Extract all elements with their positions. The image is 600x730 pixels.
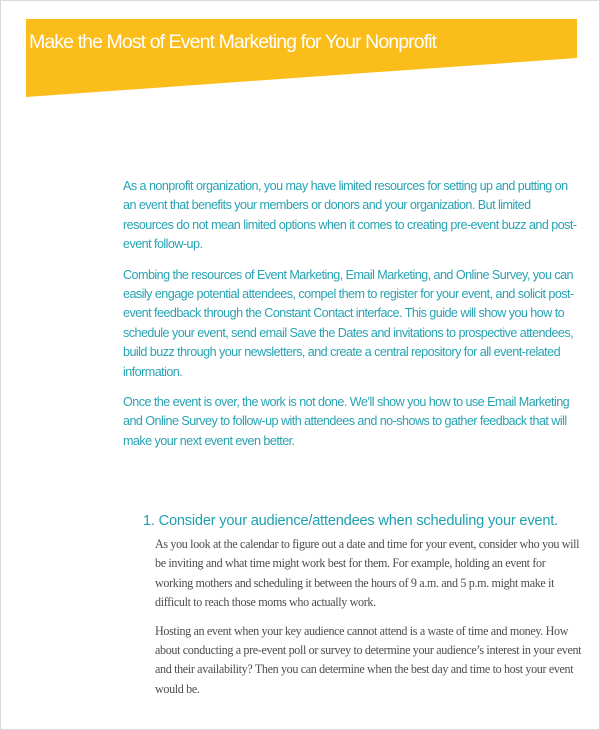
section-heading: 1. Consider your audience/attendees when scheduling your event. [143,513,558,529]
intro-paragraph: Combing the resources of Event Marketing, Email Marketing, and Online Survey, you can easily engage potential attendees, compel them to register for your event, and solicit post-event feedback through the Constant Contact interface. This guide will show you how to schedule your event, send email Save the Dates and invitations to prospective attendees, build buzz through your newsletters, and create a central repository for all event-related information. [123,267,574,379]
document-title: Make the Most of Event Marketing for Your Nonprofit [29,31,437,53]
intro-paragraph: Once the event is over, the work is not done. We’ll show you how to use Email Marketing and Online Survey to follow-up with attendees and no-shows to gather feedback that will make your next event even better. [123,395,570,448]
intro-text [123,177,583,462]
body-paragraph: As you look at the calendar to figure out a date and time for your event, consider who you will be inviting and what time might work best for them. For example, holding an event for working mothers and scheduling it between the hours of 9 a.m. and 5 p.m. might make it difficult to reach those moms who actually work. [155,537,580,610]
body-paragraph: Hosting an event when your key audience cannot attend is a waste of time and money. How about conducting a pre-event poll or survey to determine your audience’s interest in your event and their availability? Then you can determine when the best day and time to host your event would be. [155,623,582,696]
section-body [155,535,583,699]
intro-paragraph: As a nonprofit organization, you may have limited resources for setting up and putting on an event that benefits your members or donors and your organization. But limited resources do not mean limited options when it comes to creating pre-event buzz and post-event follow-up. [123,179,577,252]
section-consider-audience [143,513,583,708]
